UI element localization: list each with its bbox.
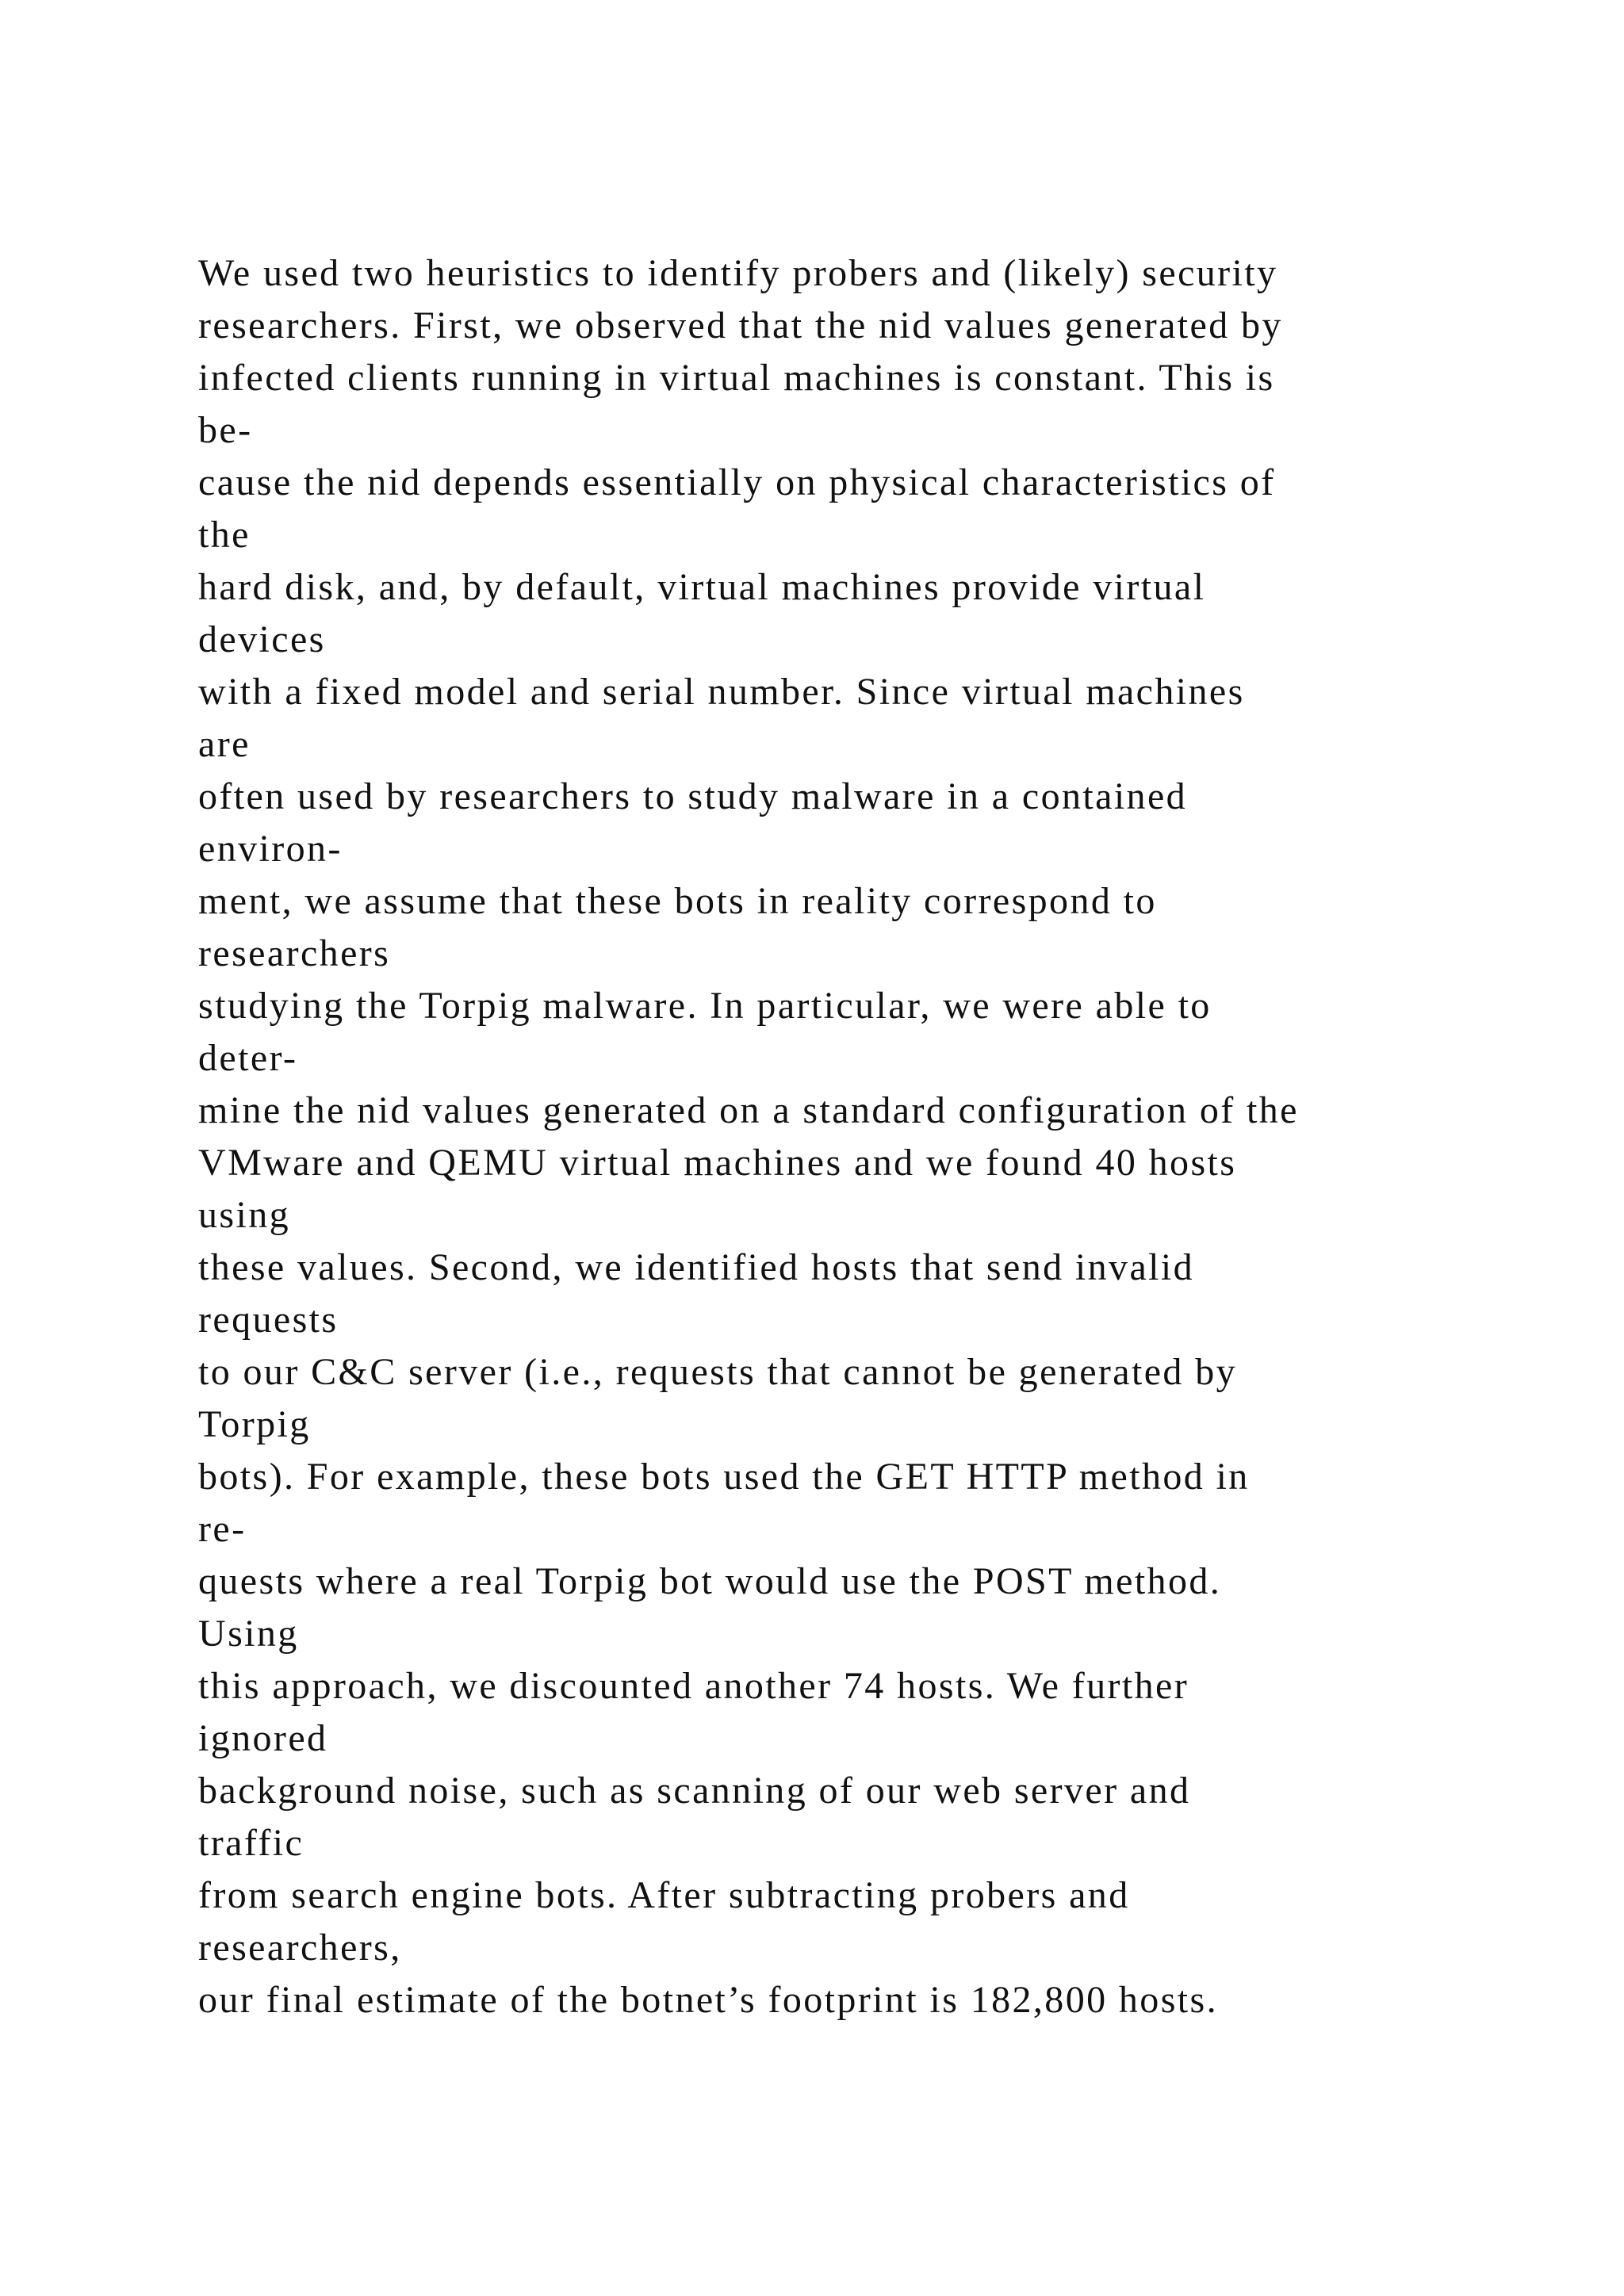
text-line: this approach, we discounted another 74 hosts. We further	[198, 1665, 1189, 1707]
text-line: using	[198, 1194, 291, 1236]
text-line: quests where a real Torpig bot would use the POST method.	[198, 1560, 1222, 1602]
text-line: Torpig	[198, 1403, 311, 1445]
text-line: researchers,	[198, 1927, 402, 1969]
text-line: devices	[198, 618, 326, 660]
text-line: to our C&C server (i.e., requests that cannot be generated by	[198, 1351, 1238, 1393]
text-line: bots). For example, these bots used the GET HTTP method in	[198, 1456, 1250, 1498]
text-line: background noise, such as scanning of our web server and	[198, 1770, 1191, 1812]
text-line: researchers. First, we observed that the nid values generated by	[198, 304, 1283, 346]
text-line: our final estimate of the botnet’s footprint is 182,800 hosts.	[198, 1979, 1218, 2021]
text-line: deter-	[198, 1037, 298, 1079]
text-line: be-	[198, 409, 253, 451]
text-line: Using	[198, 1613, 299, 1655]
text-line: from search engine bots. After subtracting probers and	[198, 1874, 1130, 1916]
text-line: ment, we assume that these bots in reality correspond to	[198, 880, 1157, 922]
text-line: ignored	[198, 1717, 328, 1759]
text-line: re-	[198, 1508, 247, 1550]
text-line: requests	[198, 1299, 339, 1341]
text-line: are	[198, 723, 251, 765]
text-line: We used two heuristics to identify probers and (likely) security	[198, 252, 1278, 294]
text-line: studying the Torpig malware. In particular, we were able to	[198, 985, 1212, 1027]
text-line: with a fixed model and serial number. Since virtual machines	[198, 671, 1245, 713]
text-line: VMware and QEMU virtual machines and we found 40 hosts	[198, 1142, 1237, 1184]
text-line: cause the nid depends essentially on physical characteristics of	[198, 461, 1276, 503]
body-paragraph	[198, 247, 1515, 2026]
text-line: infected clients running in virtual machines is constant. This is	[198, 357, 1275, 399]
text-line: these values. Second, we identified hosts that send invalid	[198, 1246, 1195, 1288]
text-line: hard disk, and, by default, virtual machines provide virtual	[198, 566, 1206, 608]
text-line: traffic	[198, 1822, 304, 1864]
text-line: the	[198, 514, 251, 556]
text-line: environ-	[198, 828, 343, 870]
text-line: mine the nid values generated on a standard configuration of the	[198, 1089, 1299, 1131]
text-line: often used by researchers to study malware in a contained	[198, 775, 1188, 817]
text-line: researchers	[198, 932, 391, 974]
